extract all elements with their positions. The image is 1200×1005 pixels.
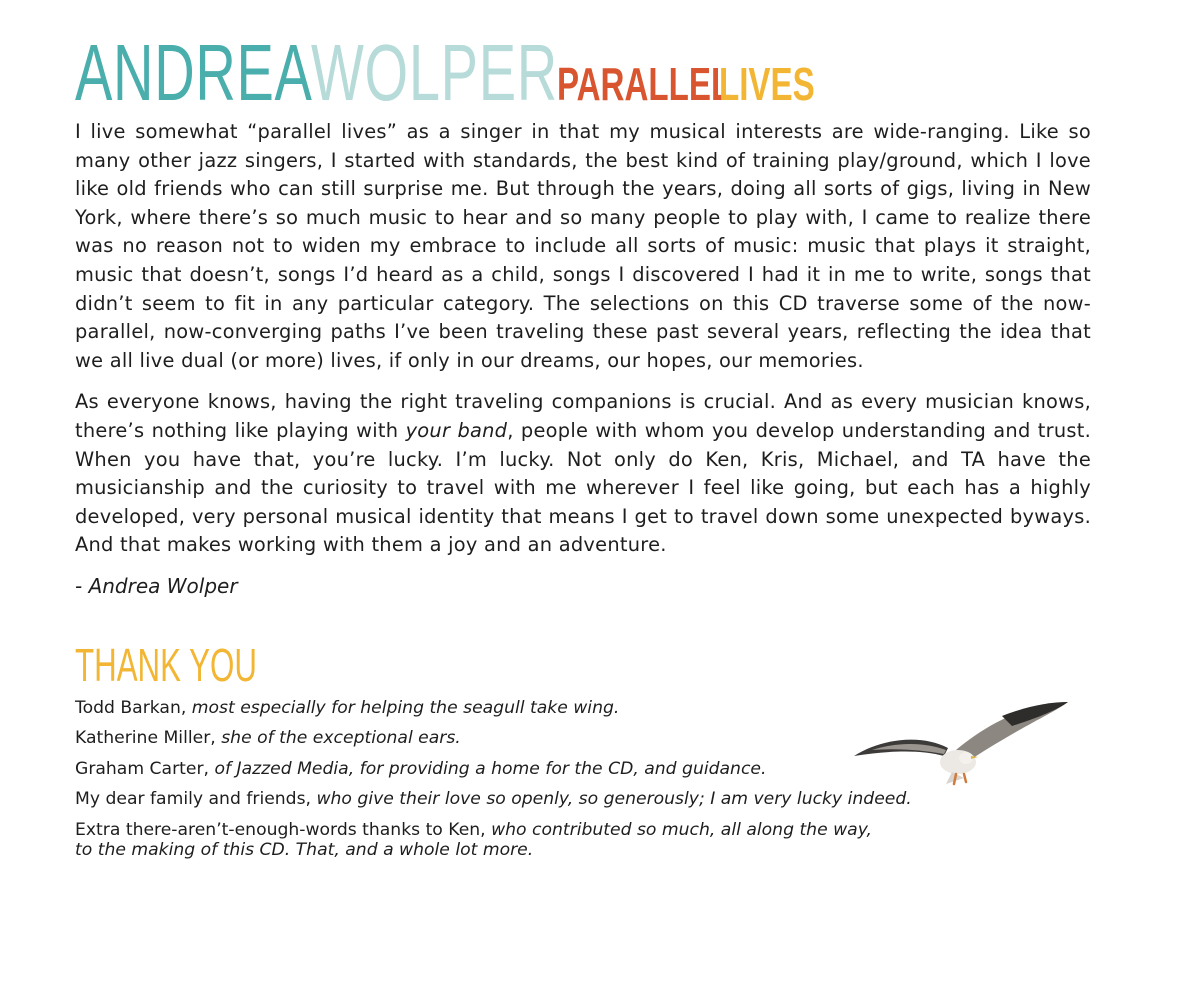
essay-paragraph-2-end: , people with whom you develop understanding and trust. When you have that, you’re lucky. I’m lucky. Not only do Ken, Kris, Michael, and TA have the musicianship and the curiosity to travel with me wherever I feel like going, but each has a highly developed, very personal musical identity that means I get to travel down some unexpected byways. And that makes working with them a joy and an adventure. xyxy=(75,418,1091,557)
thanks-name: Katherine Miller, xyxy=(75,728,216,749)
essay xyxy=(75,118,1091,600)
signature: - Andrea Wolper xyxy=(75,573,238,598)
thank-you-heading: THANK YOU xyxy=(75,638,257,691)
thanks-name: Todd Barkan, xyxy=(75,697,187,718)
thanks-name: My dear family and friends, xyxy=(75,789,312,810)
seagull-image xyxy=(852,698,1072,790)
page-title xyxy=(75,28,1091,118)
artist-last-name: WOLPER xyxy=(311,28,558,117)
artist-first-name: ANDREA xyxy=(75,28,313,117)
album-title-word-2: LIVES xyxy=(719,58,815,110)
thanks-note: she of the exceptional ears. xyxy=(221,728,461,749)
list-item xyxy=(75,789,1091,809)
thanks-note: who contributed so much, all along the way, xyxy=(491,819,873,840)
thanks-name: Graham Carter, xyxy=(75,758,209,779)
thanks-note: who give their love so openly, so generously; I am very lucky indeed. xyxy=(316,789,912,810)
thanks-note: most especially for helping the seagull take wing. xyxy=(191,697,620,718)
essay-paragraph-2 xyxy=(75,388,1091,560)
essay-paragraph-2-start: As everyone knows, having the right traveling companions is crucial. And as every musician knows, there’s nothing like playing with xyxy=(75,390,1091,442)
essay-emphasis: your band xyxy=(405,418,508,442)
album-title-word-1: PARALLEL xyxy=(557,58,732,110)
thanks-name: Extra there-aren’t-enough-words thanks to Ken, xyxy=(75,819,486,840)
essay-paragraph-1: I live somewhat “parallel lives” as a singer in that my musical interests are wide-ranging. Like so many other jazz singers, I started with standards, the best kind of training play/ground, which I love like old friends who can still surprise me. But through the years, doing all sorts of gigs, living in New York, where there’s so much music to hear and so many people to play with, I came to realize there was no reason not to widen my embrace to include all sorts of music: music that plays it straight, music that doesn’t, songs I’d heard as a child, songs I discovered I had it in me to write, songs that didn’t seem to fit in any particular category. The selections on this CD traverse some of the now-parallel, now-converging paths I’ve been traveling these past several years, reflecting the idea that we all live dual (or more) lives, if only in our dreams, our hopes, our memories. xyxy=(75,120,1091,372)
thanks-note: of Jazzed Media, for providing a home for the CD, and guidance. xyxy=(214,758,767,779)
thanks-note-continued: to the making of this CD. That, and a whole lot more. xyxy=(75,839,534,860)
list-item xyxy=(75,820,1091,860)
